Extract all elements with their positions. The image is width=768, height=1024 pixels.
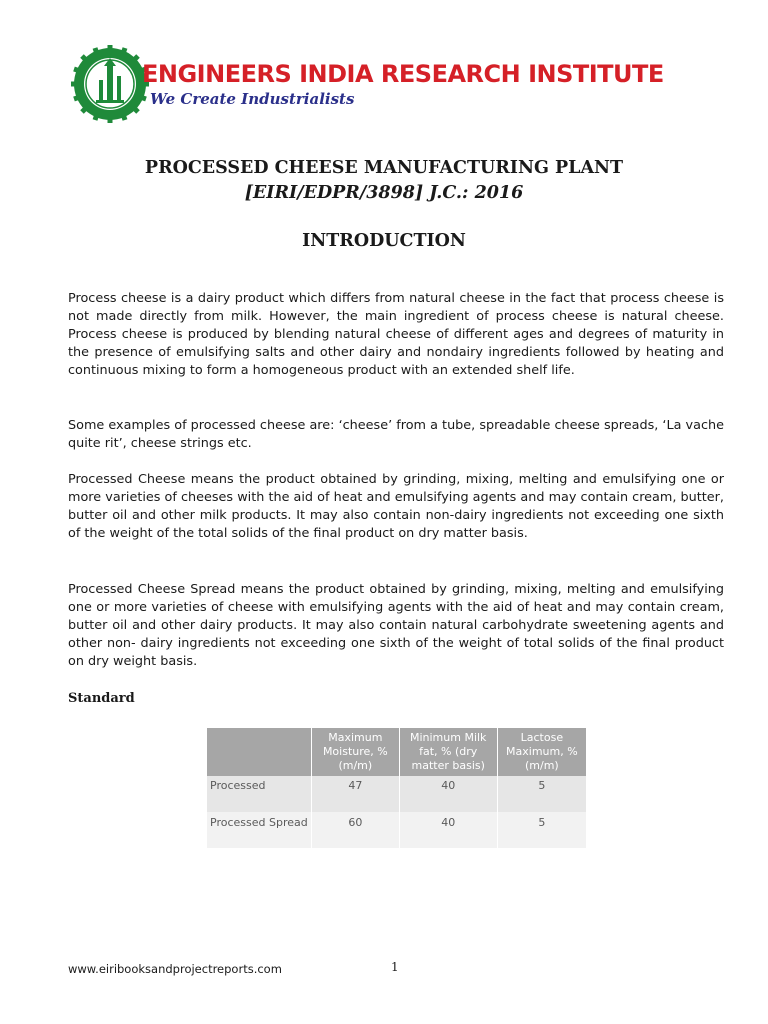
table-header-cell: Minimum Milk fat, % (dry matter basis) — [399, 728, 497, 776]
paragraph-spread-definition: Processed Cheese Spread means the product obtained by grinding, mixing, melting and emulsifying one or more varieties of cheese with emulsifying agents with the aid of heat and may contain cream, butter oil and other dairy products. It may also contain natural carbohydrate sweetening agents and other non- dairy ingredients not exceeding one sixth of the weight of total solids of the final product on dry weight basis. — [68, 582, 724, 669]
page-number: 1 — [391, 960, 399, 974]
institute-tagline: We Create Industrialists — [150, 90, 355, 108]
section-heading: INTRODUCTION — [302, 231, 466, 251]
table-row — [207, 776, 586, 812]
document-title: PROCESSED CHEESE MANUFACTURING PLANT — [144, 158, 624, 178]
table-cell: 47 — [312, 776, 400, 812]
standard-heading: Standard — [68, 691, 135, 706]
table-cell: 40 — [399, 776, 497, 812]
paragraph-examples: Some examples of processed cheese are: ‘cheese’ from a tube, spreadable cheese spreads, ‘La vache quite rit’, cheese strings etc. — [68, 418, 724, 451]
document-subtitle: [EIRI/EDPR/3898] J.C.: 2016 — [244, 183, 524, 203]
footer-website-link[interactable]: www.eiribooksandprojectreports.com — [68, 962, 282, 976]
paragraph-processed-definition: Processed Cheese means the product obtained by grinding, mixing, melting and emulsifying one or more varieties of cheeses with the aid of heat and emulsifying agents and may contain cream, butter, butter oil and other milk products. It may also contain non-dairy ingredients not exceeding one sixth of the weight of the total solids of the final product on dry matter basis. — [68, 472, 724, 541]
table-cell: 60 — [312, 812, 400, 848]
table-header-row — [207, 728, 586, 776]
table-row-label: Processed — [207, 776, 312, 812]
standard-table — [207, 728, 586, 848]
header-logo — [70, 44, 664, 124]
table-cell: 5 — [497, 812, 586, 848]
institute-seal-icon — [70, 44, 150, 124]
table-row — [207, 812, 586, 848]
table-cell: 5 — [497, 776, 586, 812]
paragraph-intro: Process cheese is a dairy product which differs from natural cheese in the fact that process cheese is not made directly from milk. However, the main ingredient of process cheese is natural cheese. Process cheese is produced by blending natural cheese of different ages and degrees of maturity in the presence of emulsifying salts and other dairy and nondairy ingredients followed by heating and continuous mixing to form a homogeneous product with an extended shelf life. — [68, 291, 724, 378]
table-row-label: Processed Spread — [207, 812, 312, 848]
table-cell: 40 — [399, 812, 497, 848]
institute-name: ENGINEERS INDIA RESEARCH INSTITUTE — [142, 60, 664, 88]
table-header-cell — [207, 728, 312, 776]
table-header-cell: Maximum Moisture, % (m/m) — [312, 728, 400, 776]
table-header-cell: Lactose Maximum, % (m/m) — [497, 728, 586, 776]
